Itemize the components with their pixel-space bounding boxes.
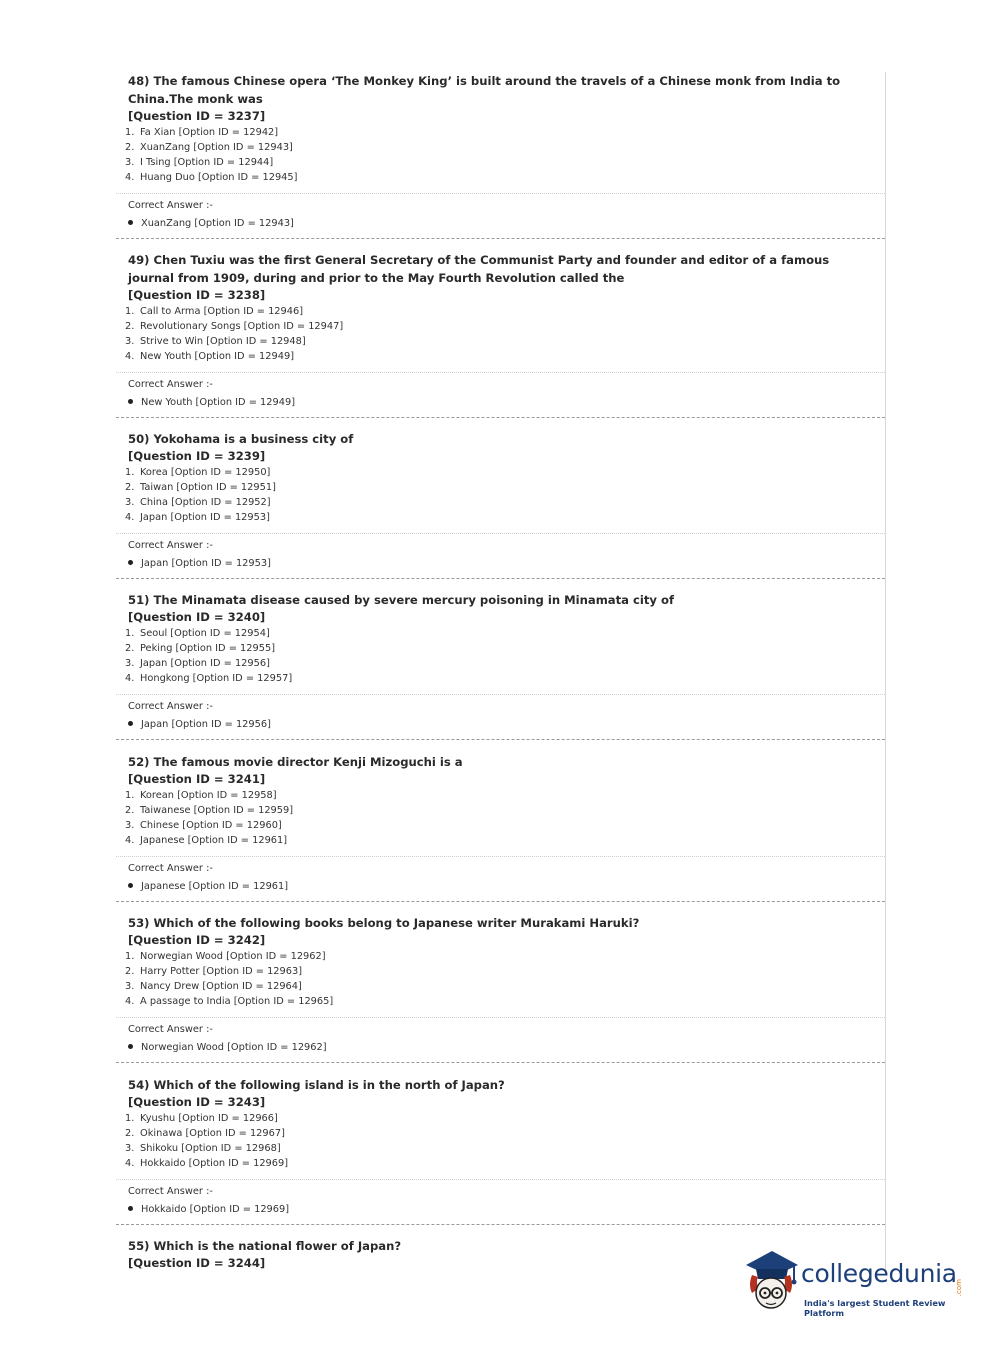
question-id: [Question ID = 3240] [128, 610, 266, 624]
option: 4. Hongkong [Option ID = 12957] [125, 673, 293, 684]
question-text: 48) The famous Chinese opera ‘The Monkey King’ is built around the travels of a Chinese monk from India to China.The monk was [128, 74, 841, 106]
option: 2. Peking [Option ID = 12955] [125, 643, 276, 654]
option: 2. Taiwan [Option ID = 12951] [125, 482, 276, 493]
question-id: [Question ID = 3237] [128, 109, 266, 123]
option: 3. Chinese [Option ID = 12960] [125, 820, 282, 831]
bullet-icon [128, 883, 133, 888]
question-text: 54) Which of the following island is in the north of Japan? [128, 1078, 505, 1092]
option: 1. Seoul [Option ID = 12954] [125, 628, 270, 639]
option: 2. Taiwanese [Option ID = 12959] [125, 805, 294, 816]
option: 3. Nancy Drew [Option ID = 12964] [125, 981, 302, 992]
question-id: [Question ID = 3243] [128, 1095, 266, 1109]
option: 3. China [Option ID = 12952] [125, 497, 271, 508]
correct-answer-label: Correct Answer :- [128, 200, 213, 211]
divider [116, 694, 885, 695]
divider [116, 1017, 885, 1018]
option: 2. XuanZang [Option ID = 12943] [125, 142, 293, 153]
option-list [116, 465, 885, 525]
divider [116, 372, 885, 373]
option: 2. Revolutionary Songs [Option ID = 12947] [125, 321, 344, 332]
divider [116, 1179, 885, 1180]
question-separator [116, 1224, 885, 1225]
question-paper [116, 72, 886, 1272]
student-mascot-icon [742, 1249, 800, 1311]
option: 4. Huang Duo [Option ID = 12945] [125, 172, 298, 183]
option: 3. Japan [Option ID = 12956] [125, 658, 270, 669]
question-text: 49) Chen Tuxiu was the first General Secretary of the Communist Party and founder and editor of a famous journal from 1909, during and prior to the May Fourth Revolution called the [128, 253, 830, 285]
question-text: 55) Which is the national flower of Japan? [128, 1239, 402, 1253]
correct-answer-label: Correct Answer :- [128, 540, 213, 551]
collegedunia-logo [742, 1249, 968, 1319]
question-text: 51) The Minamata disease caused by severe mercury poisoning in Minamata city of [128, 593, 674, 607]
question-text: 52) The famous movie director Kenji Mizoguchi is a [128, 755, 463, 769]
bullet-icon [128, 1044, 133, 1049]
option: 4. New Youth [Option ID = 12949] [125, 351, 295, 362]
option-list [116, 304, 885, 364]
question-block [116, 430, 885, 525]
option: 3. I Tsing [Option ID = 12944] [125, 157, 274, 168]
bullet-icon [128, 399, 133, 404]
option-list [116, 1111, 885, 1171]
question-id: [Question ID = 3242] [128, 933, 266, 947]
question-id: [Question ID = 3238] [128, 288, 266, 302]
option: 4. Japanese [Option ID = 12961] [125, 835, 288, 846]
divider [116, 193, 885, 194]
question-block [116, 1076, 885, 1171]
correct-answer: Japanese [Option ID = 12961] [128, 881, 288, 892]
correct-answer: Japan [Option ID = 12953] [128, 558, 271, 569]
option: 1. Norwegian Wood [Option ID = 12962] [125, 951, 326, 962]
option: 1. Call to Arma [Option ID = 12946] [125, 306, 304, 317]
correct-answer: XuanZang [Option ID = 12943] [128, 218, 294, 229]
question-separator [116, 238, 885, 239]
question-separator [116, 739, 885, 740]
option: 2. Okinawa [Option ID = 12967] [125, 1128, 285, 1139]
option: 1. Korea [Option ID = 12950] [125, 467, 271, 478]
bullet-icon [128, 560, 133, 565]
option: 2. Harry Potter [Option ID = 12963] [125, 966, 303, 977]
question-id: [Question ID = 3239] [128, 449, 266, 463]
brand-name: collegedunia [801, 1259, 957, 1288]
correct-answer-label: Correct Answer :- [128, 863, 213, 874]
correct-answer: Japan [Option ID = 12956] [128, 719, 271, 730]
option-list [116, 788, 885, 848]
bullet-icon [128, 1206, 133, 1211]
option: 3. Strive to Win [Option ID = 12948] [125, 336, 306, 347]
question-block [116, 591, 885, 686]
question-id: [Question ID = 3241] [128, 772, 266, 786]
question-block [116, 72, 885, 185]
question-text: 53) Which of the following books belong to Japanese writer Murakami Haruki? [128, 916, 640, 930]
correct-answer-label: Correct Answer :- [128, 701, 213, 712]
option: 1. Fa Xian [Option ID = 12942] [125, 127, 279, 138]
option-list [116, 626, 885, 686]
question-id: [Question ID = 3244] [128, 1256, 266, 1270]
option-list [116, 125, 885, 185]
correct-answer: Hokkaido [Option ID = 12969] [128, 1204, 289, 1215]
divider [116, 856, 885, 857]
option-list [116, 949, 885, 1009]
bullet-icon [128, 721, 133, 726]
option: 1. Kyushu [Option ID = 12966] [125, 1113, 278, 1124]
divider [116, 533, 885, 534]
option: 4. Hokkaido [Option ID = 12969] [125, 1158, 289, 1169]
question-text: 50) Yokohama is a business city of [128, 432, 354, 446]
brand-dotcom: .com [955, 1279, 963, 1297]
question-separator [116, 417, 885, 418]
correct-answer-label: Correct Answer :- [128, 1024, 213, 1035]
question-block [116, 753, 885, 848]
correct-answer: Norwegian Wood [Option ID = 12962] [128, 1042, 327, 1053]
brand-tagline: India's largest Student Review Platform [804, 1298, 946, 1318]
option: 4. Japan [Option ID = 12953] [125, 512, 270, 523]
option: 4. A passage to India [Option ID = 12965] [125, 996, 334, 1007]
bullet-icon [128, 220, 133, 225]
option: 1. Korean [Option ID = 12958] [125, 790, 277, 801]
option: 3. Shikoku [Option ID = 12968] [125, 1143, 281, 1154]
correct-answer-label: Correct Answer :- [128, 1186, 213, 1197]
correct-answer-label: Correct Answer :- [128, 379, 213, 390]
question-separator [116, 1062, 885, 1063]
question-separator [116, 578, 885, 579]
question-separator [116, 901, 885, 902]
question-block [116, 914, 885, 1009]
correct-answer: New Youth [Option ID = 12949] [128, 397, 295, 408]
question-block [116, 251, 885, 364]
